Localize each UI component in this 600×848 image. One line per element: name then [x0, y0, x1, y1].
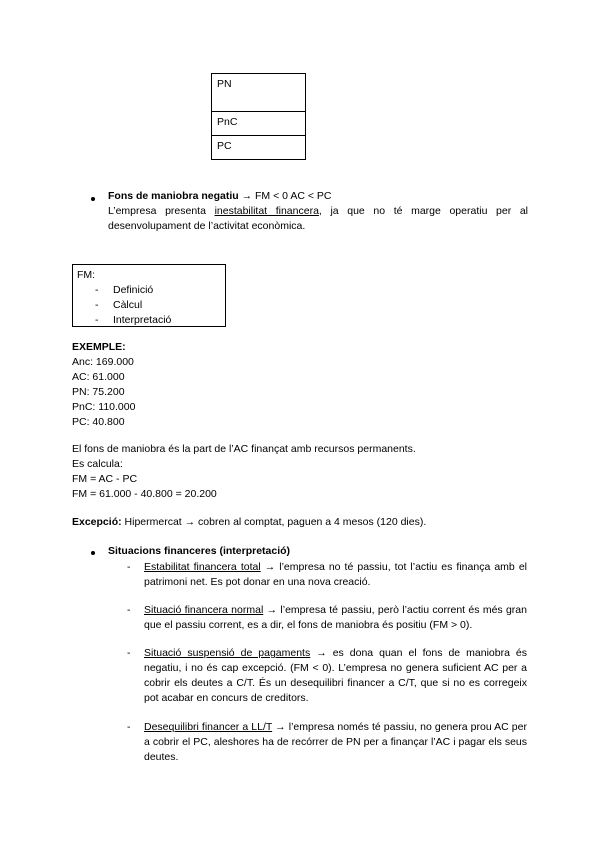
- exemple-section: [72, 340, 135, 430]
- situacio-term: Situació financera normal: [144, 604, 264, 616]
- definition-section: [72, 442, 416, 502]
- fons-negatiu-title: Fons de maniobra negatiu: [108, 190, 239, 202]
- exemple-value: PC: 40.800: [72, 416, 125, 428]
- fons-negatiu-section: [108, 189, 528, 234]
- balance-row-pc: PC: [212, 135, 305, 159]
- situacions-title: Situacions financeres (interpretació): [108, 545, 291, 557]
- fons-negatiu-heading: [108, 189, 528, 204]
- balance-row-pnc: PnC: [212, 111, 305, 135]
- exemple-value: PnC: 110.000: [72, 401, 136, 413]
- fm-box-item-label: Càlcul: [113, 299, 143, 311]
- bullet-icon: [91, 197, 95, 201]
- situacio-item: - Desequilibri financer a LL/T → l’empresa només té passiu, no genera prou AC per a cobrir el PC, aleshores ha de recórrer de PN per a finançar l’AC i pagar els seus deutes.: [127, 721, 527, 763]
- situacio-item: - Situació financera normal → l’empresa té passiu, però l’actiu corrent és més gran que el passiu corrent, es a dir, el fons de maniobra és positiu (FM > 0).: [127, 604, 527, 631]
- definition-line: FM = 61.000 - 40.800 = 20.200: [72, 488, 217, 500]
- situacio-term: Estabilitat financera total: [144, 561, 261, 573]
- situacio-item: - Situació suspensió de pagaments → es dona quan el fons de maniobra és negatiu, i no és cap excepció. (FM < 0). L’empresa no genera suficient AC per a cobrir els deutes a C/T. És un desequilibri financer a C/T, que si no es corregeix pot acabar en concurs de creditors.: [127, 647, 527, 704]
- balance-row-pn: PN: [217, 78, 232, 90]
- balance-table: [211, 73, 306, 160]
- bullet-icon: [91, 551, 95, 555]
- fm-box-item: - Interpretació: [95, 314, 172, 326]
- exemple-value: AC: 61.000: [72, 371, 125, 383]
- situacio-text: → es dona quan el fons de maniobra és negatiu, i no és cap excepció. (FM < 0). L’empresa no genera suficient AC per a cobrir els deutes a C/T. És un desequilibri financer a C/T, que si no es corregeix pot acabar en concurs de creditors.: [144, 647, 527, 704]
- excepcio-text: Hipermercat → cobren al comptat, paguen a 4 mesos (120 dies).: [121, 516, 427, 528]
- situacio-text: → l’empresa no té passiu, tot l’actiu es finança amb el patrimoni net. Es pot donar en una nova creació.: [144, 561, 527, 588]
- situacio-term: Desequilibri financer a LL/T: [144, 721, 273, 733]
- situacio-term: Situació suspensió de pagaments: [144, 647, 311, 659]
- situacio-item: - Estabilitat financera total → l’empresa no té passiu, tot l’actiu es finança amb el patrimoni net. Es pot donar en una nova creació.: [127, 561, 527, 588]
- definition-line: El fons de maniobra és la part de l’AC finançat amb recursos permanents.: [72, 443, 416, 455]
- fons-negatiu-text: [108, 204, 528, 234]
- fm-box-heading: FM:: [77, 269, 96, 281]
- fons-negatiu-text-b: , ja que no té marge operatiu per al desenvolupament de l’activitat econòmica.: [108, 205, 528, 232]
- excepcio-line: [72, 515, 426, 530]
- fm-box: [72, 264, 226, 327]
- definition-line: Es calcula:: [72, 458, 123, 470]
- excepcio-label: Excepció:: [72, 516, 122, 528]
- exemple-value: PN: 75.200: [72, 386, 125, 398]
- fm-box-item-label: Interpretació: [113, 314, 172, 326]
- fm-box-item: - Càlcul: [95, 299, 143, 311]
- fons-negatiu-formula: → FM < 0 AC < PC: [238, 190, 332, 202]
- exemple-heading: EXEMPLE:: [72, 341, 126, 353]
- fons-negatiu-text-a: L’empresa presenta: [108, 205, 215, 217]
- fm-box-item: - Definició: [95, 284, 154, 296]
- exemple-value: Anc: 169.000: [72, 356, 134, 368]
- situacio-text: → l’empresa té passiu, però l’actiu corrent és més gran que el passiu corrent, es a dir, el fons de maniobra és positiu (FM > 0).: [144, 604, 527, 631]
- situacio-text: → l’empresa només té passiu, no genera prou AC per a cobrir el PC, aleshores ha de recórrer de PN per a finançar l’AC i pagar els seus deutes.: [144, 721, 527, 763]
- definition-line: FM = AC - PC: [72, 473, 138, 485]
- fm-box-item-label: Definició: [113, 284, 154, 296]
- fons-negatiu-underlined: inestabilitat financera: [214, 205, 319, 217]
